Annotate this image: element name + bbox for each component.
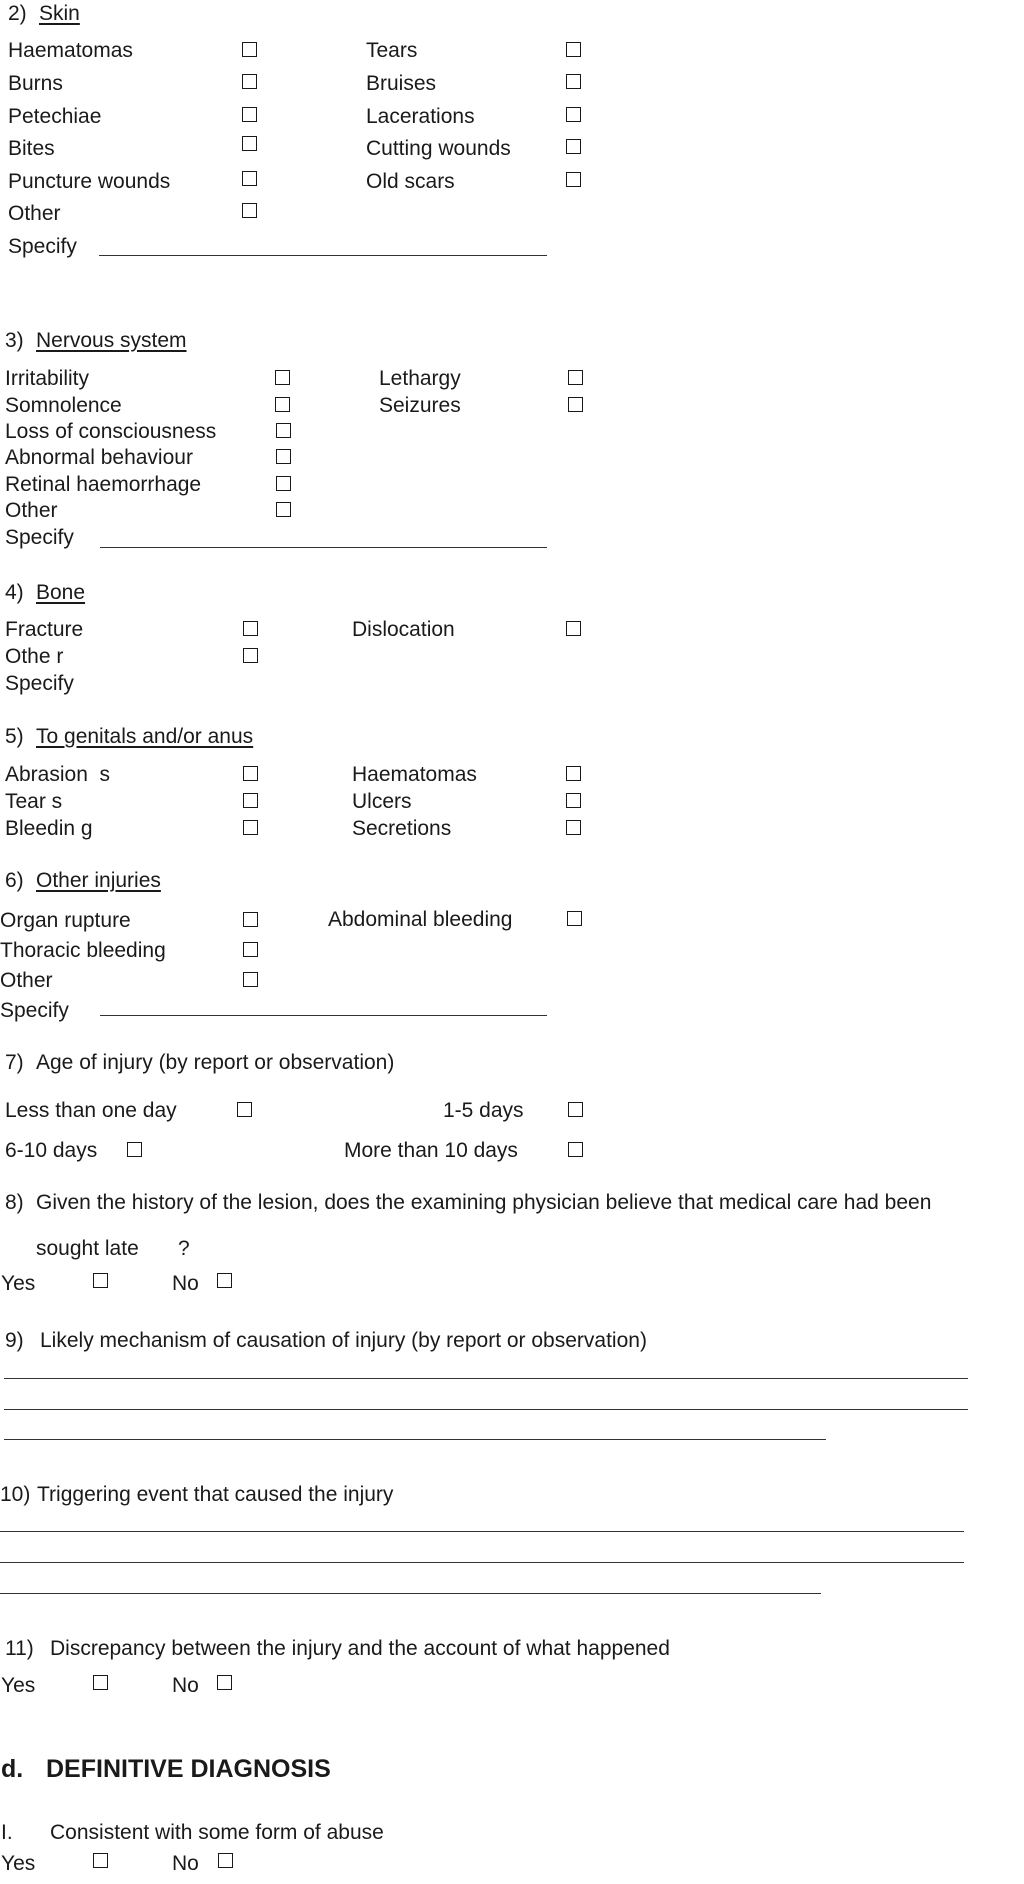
option-label: Burns	[8, 72, 63, 95]
option-label: Dislocation	[352, 618, 455, 641]
option-label: Less than one day	[5, 1099, 177, 1122]
section-title: Other injuries	[36, 869, 161, 892]
checkbox-dislocation[interactable]	[566, 621, 581, 636]
checkbox-yes[interactable]	[93, 1853, 108, 1868]
checkbox-seizures[interactable]	[568, 397, 583, 412]
checkbox-burns[interactable]	[242, 74, 257, 89]
section-number: 4)	[5, 581, 24, 604]
specify-label: Specify	[8, 235, 77, 258]
item-text: Consistent with some form of abuse	[50, 1821, 384, 1844]
no-label: No	[172, 1272, 199, 1295]
option-label: Other	[0, 969, 53, 992]
option-label: Abdominal bleeding	[328, 908, 513, 931]
specify-label: Specify	[5, 526, 74, 549]
section-title: Age of injury (by report or observation)	[36, 1051, 395, 1074]
section-number: 7)	[5, 1051, 24, 1074]
option-label: Haematomas	[352, 763, 477, 786]
option-label: Abnormal behaviour	[5, 446, 193, 469]
option-label: Somnolence	[5, 394, 122, 417]
option-label: Loss of consciousness	[5, 420, 217, 443]
section-letter: d.	[1, 1755, 24, 1783]
option-label: Tears	[366, 39, 418, 62]
option-label: Haematomas	[8, 39, 133, 62]
section-number: 2)	[8, 2, 27, 25]
item-number: I.	[1, 1821, 13, 1844]
option-label: Abrasion s	[5, 763, 111, 786]
section-title: Bone	[36, 581, 86, 604]
question-text: Discrepancy between the injury and the account of what happened	[50, 1637, 670, 1660]
answer-line[interactable]	[0, 1531, 964, 1532]
checkbox-other[interactable]	[243, 648, 258, 663]
question-number: 8)	[5, 1191, 24, 1214]
checkbox-abdominal-bleeding[interactable]	[567, 911, 582, 926]
option-label: Old scars	[366, 170, 455, 193]
checkbox-secretions[interactable]	[566, 820, 581, 835]
section-heading: DEFINITIVE DIAGNOSIS	[46, 1755, 331, 1783]
yes-label: Yes	[1, 1852, 36, 1875]
specify-label: Specify	[5, 672, 74, 695]
checkbox-loss-of-consciousness[interactable]	[276, 423, 291, 438]
option-label: Irritability	[5, 367, 90, 390]
option-label: Lacerations	[366, 105, 475, 128]
option-label: Secretions	[352, 817, 452, 840]
checkbox-abnormal-behaviour[interactable]	[276, 449, 291, 464]
question-text: Given the history of the lesion, does the examining physician believe that medical care had been	[36, 1191, 932, 1214]
checkbox-yes[interactable]	[93, 1273, 108, 1288]
checkbox-bruises[interactable]	[566, 74, 581, 89]
option-label: Organ rupture	[0, 909, 131, 932]
checkbox-no[interactable]	[217, 1675, 232, 1690]
checkbox-irritability[interactable]	[275, 370, 290, 385]
option-label: Retinal haemorrhage	[5, 473, 202, 496]
checkbox-other[interactable]	[243, 972, 258, 987]
checkbox-yes[interactable]	[93, 1675, 108, 1690]
checkbox-somnolence[interactable]	[275, 397, 290, 412]
checkbox-fracture[interactable]	[243, 621, 258, 636]
checkbox-abrasions[interactable]	[243, 766, 258, 781]
no-label: No	[172, 1674, 199, 1697]
checkbox-other[interactable]	[242, 203, 257, 218]
checkbox-thoracic-bleeding[interactable]	[243, 942, 258, 957]
no-label: No	[172, 1852, 199, 1875]
checkbox-old-scars[interactable]	[566, 172, 581, 187]
option-label: Puncture wounds	[8, 170, 171, 193]
checkbox-less-than-one-day[interactable]	[237, 1102, 252, 1117]
option-label: Bruises	[366, 72, 437, 95]
option-label: Other	[5, 499, 58, 522]
yes-label: Yes	[1, 1674, 36, 1697]
question-number: 10)	[0, 1483, 31, 1506]
section-title: Skin	[39, 2, 80, 25]
answer-line[interactable]	[0, 1562, 964, 1563]
checkbox-no[interactable]	[218, 1853, 233, 1868]
checkbox-bites[interactable]	[242, 136, 257, 151]
checkbox-haematomas[interactable]	[566, 766, 581, 781]
checkbox-ulcers[interactable]	[566, 793, 581, 808]
answer-line[interactable]	[4, 1439, 826, 1440]
option-label: Cutting wounds	[366, 137, 511, 160]
checkbox-cutting-wounds[interactable]	[566, 139, 581, 154]
checkbox-tears[interactable]	[566, 42, 581, 57]
option-label: Othe r	[5, 645, 64, 668]
section-number: 5)	[5, 725, 24, 748]
checkbox-lacerations[interactable]	[566, 107, 581, 122]
answer-line[interactable]	[4, 1409, 968, 1410]
option-label: More than 10 days	[344, 1139, 518, 1162]
checkbox-lethargy[interactable]	[568, 370, 583, 385]
question-text: Triggering event that caused the injury	[37, 1483, 394, 1506]
specify-label: Specify	[0, 999, 69, 1022]
option-label: 1-5 days	[443, 1099, 524, 1122]
option-label: Thoracic bleeding	[0, 939, 166, 962]
section-title: Nervous system	[36, 329, 187, 352]
option-label: Seizures	[379, 394, 461, 417]
section-number: 3)	[5, 329, 24, 352]
question-text: Likely mechanism of causation of injury (by report or observation)	[40, 1329, 647, 1352]
option-label: Bites	[8, 137, 55, 160]
section-number: 6)	[5, 869, 24, 892]
checkbox-haematomas[interactable]	[242, 42, 257, 57]
checkbox-retinal-haemorrhage[interactable]	[276, 476, 291, 491]
option-label: Bleedin g	[5, 817, 93, 840]
option-label: Ulcers	[352, 790, 412, 813]
option-label: Other	[8, 202, 61, 225]
checkbox-petechiae[interactable]	[242, 107, 257, 122]
checkbox-other[interactable]	[276, 502, 291, 517]
question-mark: ?	[178, 1237, 190, 1260]
question-number: 11)	[5, 1637, 34, 1660]
specify-input-line[interactable]	[100, 547, 547, 548]
checkbox-tears[interactable]	[243, 793, 258, 808]
answer-line[interactable]	[4, 1378, 968, 1379]
option-label: Petechiae	[8, 105, 102, 128]
answer-line[interactable]	[0, 1593, 821, 1594]
yes-label: Yes	[1, 1272, 36, 1295]
checkbox-no[interactable]	[217, 1273, 232, 1288]
specify-input-line[interactable]	[100, 1015, 547, 1016]
section-title: To genitals and/or anus	[36, 725, 254, 748]
checkbox-1-5-days[interactable]	[568, 1102, 583, 1117]
checkbox-more-than-10-days[interactable]	[568, 1142, 583, 1157]
checkbox-bleeding[interactable]	[243, 820, 258, 835]
checkbox-organ-rupture[interactable]	[243, 912, 258, 927]
option-label: Fracture	[5, 618, 84, 641]
specify-input-line[interactable]	[99, 255, 547, 256]
checkbox-6-10-days[interactable]	[127, 1142, 142, 1157]
option-label: Tear s	[5, 790, 63, 813]
checkbox-puncture-wounds[interactable]	[242, 171, 257, 186]
option-label: Lethargy	[379, 367, 461, 390]
question-text-continued: sought late	[36, 1237, 139, 1260]
question-number: 9)	[5, 1329, 24, 1352]
option-label: 6-10 days	[5, 1139, 98, 1162]
